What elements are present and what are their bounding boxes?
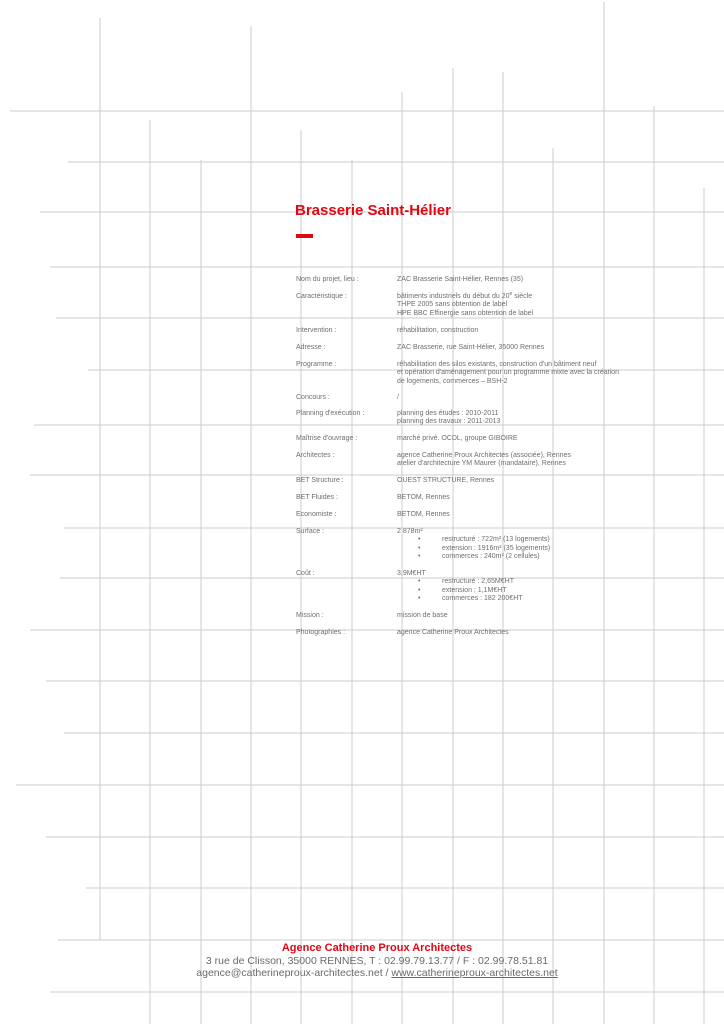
list-item (397, 553, 635, 561)
footer-agency-name: Agence Catherine Proux Architectes (281, 942, 473, 954)
value-text: bâtiments industriels du début du 20 (397, 293, 510, 300)
value-line: de logements, commerces – BSH-2 (397, 377, 508, 385)
row-value (397, 477, 635, 485)
row-value (397, 612, 635, 620)
value-line (397, 293, 635, 301)
value-line: / (397, 394, 399, 401)
bullet-icon: • (418, 586, 421, 594)
row-value (397, 511, 635, 519)
row-label: Economiste : (296, 511, 337, 518)
value-line: agence Catherine Proux Architectes (397, 629, 509, 636)
value-line: THPE 2005 sans obtention de label (397, 301, 508, 309)
value-line: OUEST STRUCTURE, Rennes (397, 477, 495, 484)
row-value (397, 361, 635, 386)
row-label: Nom du projet, lieu : (296, 276, 359, 283)
row-value (397, 293, 635, 318)
value-text: siècle (512, 293, 533, 300)
list-item-text: restructuré : 722m² (13 logements) (442, 536, 550, 544)
row-label: Planning d'exécution : (296, 410, 365, 417)
list-item (397, 595, 635, 603)
row-label: Architectes : (296, 452, 335, 459)
row-value (397, 528, 635, 562)
row-label: Adresse : (296, 344, 326, 351)
value-line: 2 878m² (397, 528, 423, 535)
value-line: ZAC Brasserie Saint-Hélier, Rennes (35) (397, 276, 524, 283)
row-label: Coût : (296, 570, 315, 577)
footer-address: 3 rue de Clisson, 35000 RENNES, T : 02.99.79.13.77 / F : 02.99.78.51.81 (205, 955, 549, 967)
list-item (397, 578, 635, 586)
value-line: agence Catherine Proux Architectes (associée), Rennes (397, 452, 571, 459)
value-line: mission de base (397, 612, 448, 619)
row-label: Caractéristique : (296, 293, 347, 300)
row-value (397, 394, 635, 402)
row-value (397, 494, 635, 502)
list-item-text: extension : 1,1M€HT (442, 586, 507, 594)
row-label: Concours : (296, 394, 330, 401)
row-label: Maîtrise d'ouvrage : (296, 435, 358, 442)
value-line: planning des travaux : 2011-2013 (397, 418, 501, 426)
bullet-icon: • (418, 578, 421, 586)
row-label: Mission : (296, 612, 324, 619)
row-value (397, 327, 635, 335)
footer (0, 942, 724, 979)
list-item-text: extension : 1916m² (35 logements) (442, 544, 551, 552)
bullet-icon: • (418, 553, 421, 561)
footer-separator: / (382, 967, 392, 979)
list-item (397, 536, 635, 544)
surface-breakdown-list (397, 536, 635, 561)
row-value (397, 435, 635, 443)
row-value (397, 452, 635, 469)
title-accent-bar (296, 234, 313, 238)
list-item (397, 545, 635, 553)
footer-contact (0, 967, 724, 979)
value-line: BETOM, Rennes (397, 494, 450, 501)
list-item-text: restructuré : 2,65M€HT (442, 578, 514, 586)
row-label: Surface : (296, 528, 325, 535)
row-value (397, 276, 635, 284)
bullet-icon: • (418, 544, 421, 552)
value-line: et opération d'aménagement pour un programme mixte avec la création (397, 369, 619, 377)
bullet-icon: • (418, 536, 421, 544)
row-label: Programme : (296, 361, 337, 368)
list-item-text: commerces : 182 200€HT (442, 595, 523, 603)
row-label: BET Structure : (296, 477, 344, 484)
row-value (397, 570, 635, 604)
value-line: planning des études : 2010-2011 (397, 410, 499, 417)
footer-website-link[interactable]: www.catherineproux-architectes.net (391, 967, 558, 979)
row-label: Intervention : (296, 327, 337, 334)
value-line: BETOM, Rennes (397, 511, 450, 518)
value-line: marché privé. OCDL, groupe GIBOIRE (397, 435, 518, 442)
list-item-text: commerces : 240m² (2 cellules) (442, 553, 540, 561)
bullet-icon: • (418, 595, 421, 603)
row-value (397, 344, 635, 352)
superscript: e (509, 291, 513, 297)
row-value (397, 410, 635, 427)
project-title: Brasserie Saint-Hélier (295, 202, 451, 219)
list-item (397, 587, 635, 595)
row-label: BET Fluides : (296, 494, 338, 501)
cost-breakdown-list (397, 578, 635, 603)
row-value (397, 629, 635, 637)
footer-email: agence@catherineproux-architectes.net (196, 967, 383, 979)
value-line: réhabilitation des silos existants, construction d'un bâtiment neuf (397, 361, 597, 368)
value-line: ZAC Brasserie, rue Saint-Hélier, 35000 Rennes (397, 344, 545, 351)
value-line: 3,9M€HT (397, 570, 426, 577)
value-line: HPE BBC Effinergie sans obtention de label (397, 309, 534, 317)
value-line: atelier d'architecture YM Maurer (mandataire), Rennes (397, 460, 566, 468)
row-label: Photographies : (296, 629, 346, 636)
value-line: réhabilitation, construction (397, 327, 479, 334)
